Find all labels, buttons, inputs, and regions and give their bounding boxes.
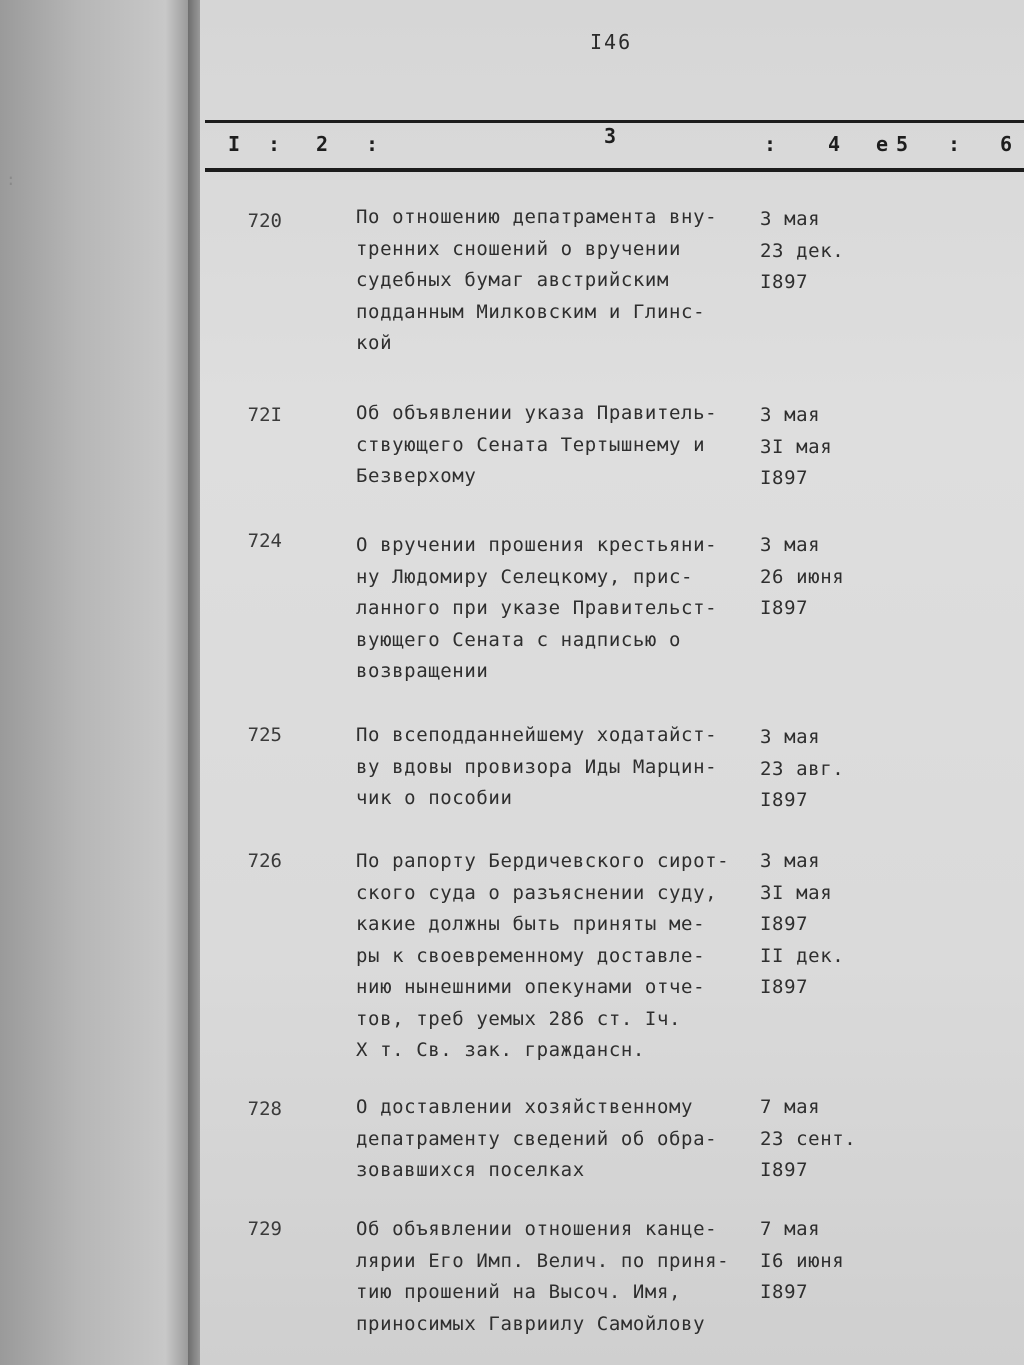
entry-number: 72I [247,404,282,426]
column-header-sep: : [764,132,777,156]
column-header-sep: : [948,132,961,156]
column-header-2: 2 [316,132,329,156]
facing-page-bleed: : [6,170,17,189]
facing-page [0,0,195,1365]
entry-dates: 7 мая I6 июня I897 [760,1218,845,1303]
column-header-1: I [228,132,241,156]
entry-number: 728 [247,1098,282,1120]
column-header-mark: e [876,132,889,156]
entry-dates: 3 мая 23 дек. I897 [760,208,845,293]
page-number: I46 [590,30,633,54]
entry-title: О вручении прошения крестьяни- ну Людомиру Селецкому, прис- ланного при указе Правительст- вующего Сената с надписью о возвращении [356,534,718,682]
entry-title: По рапорту Бердичевского сирот- ского суда о разъяснении суду, какие должны быть приняты ме- ры к своевременному доставле- нию нынешними опекунами отче- тов, треб уемых 286 ст. Iч. X т. Св. зак. граждансн. [356,850,730,1061]
entry-number: 729 [247,1218,282,1240]
entry-dates: 3 мая 26 июня I897 [760,534,845,619]
entry-title: О доставлении хозяйственному депатраменту сведений об обра- зовавшихся поселках [356,1096,718,1181]
entry-number: 726 [247,850,282,872]
entry-number: 724 [247,530,282,552]
entry-number: 725 [247,724,282,746]
header-rule-bottom [205,168,1024,172]
column-header-sep: : [268,132,281,156]
column-header-6: 6 [1000,132,1013,156]
entry-title: По отношению депатрамента вну- тренних сношений о вручении судебных бумаг австрийским подданным Милковским и Глинс- кой [356,206,718,354]
header-rule-top [205,120,1024,123]
entry-dates: 3 мая 3I мая I897 II дек. I897 [760,850,845,998]
column-header-sep: : [366,132,379,156]
entry-title: Об объявлении указа Правитель- ствующего Сената Тертышнему и Безверхому [356,402,718,487]
column-header-3: 3 [604,124,617,148]
column-header-4: 4 [828,132,841,156]
column-header-5: 5 [896,132,909,156]
entry-title: Об объявлении отношения канце- лярии Его Имп. Велич. по приня- тию прошений на Высоч. Имя, приносимых Гавриилу Самойлову [356,1218,730,1335]
entry-number: 720 [247,210,282,232]
entry-dates: 3 мая 23 авг. I897 [760,726,845,811]
entry-dates: 7 мая 23 сент. I897 [760,1096,857,1181]
entry-title: По всеподданнейшему ходатайст- ву вдовы провизора Иды Марцин- чик о пособии [356,724,718,809]
entry-dates: 3 мая 3I мая I897 [760,404,833,489]
